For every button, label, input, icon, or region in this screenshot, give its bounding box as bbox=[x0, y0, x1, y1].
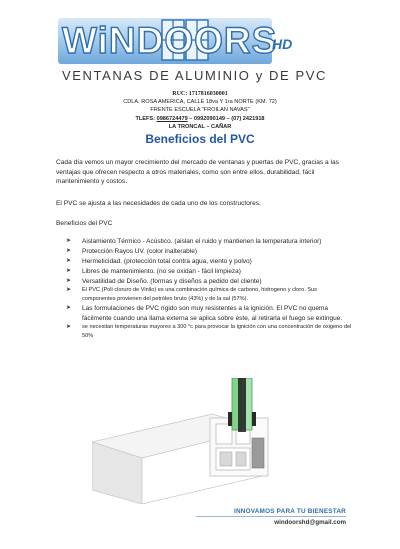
phone-mobile: 0986724479 bbox=[156, 115, 188, 122]
arrow-bullet-icon: ➤ bbox=[66, 238, 72, 244]
arrow-bullet-icon: ➤ bbox=[66, 277, 72, 284]
address-line: CDLA. ROSA AMERICA, CALLE 18va Y 1ra NORTE (KM. 72) bbox=[123, 99, 277, 106]
arrow-bullet-icon: ➤ bbox=[66, 287, 72, 294]
pvc-profile-illustration bbox=[92, 378, 282, 504]
benefits-heading: Beneficios del PVC bbox=[56, 220, 113, 227]
phone-prefix: TLEFS: bbox=[135, 115, 156, 122]
page-title: Beneficios del PVC bbox=[145, 132, 255, 146]
phone-line bbox=[110, 115, 290, 123]
logo-suffix: HD bbox=[272, 36, 293, 52]
footer-slogan: INNOVAMOS PARA TU BIENESTAR bbox=[233, 508, 346, 515]
footer-email: windoorshd@gmail.com bbox=[274, 519, 346, 526]
benefits-list bbox=[62, 237, 352, 341]
list-item bbox=[62, 247, 352, 257]
list-item-text: se necesitan temperaturas mayores a 300 °c para provocar la ignición con una concentración de oxigeno del 50% bbox=[82, 324, 352, 340]
intro-paragraph-2: El PVC se ajusta a las necesidades de cada uno de los constructores. bbox=[56, 200, 261, 207]
list-item bbox=[62, 286, 352, 303]
list-item bbox=[62, 304, 352, 323]
city-line: LA TRONCAL – CAÑAR bbox=[168, 123, 232, 130]
list-item-text: El PVC (Poli cloruro de Vinilo) es una combinación química de carbono, hidrogeno y cloro. Sus componentes provienen del petróleo bruto (43%) y de la sal (57%). bbox=[82, 287, 317, 303]
list-item bbox=[62, 267, 352, 277]
arrow-bullet-icon: ➤ bbox=[66, 324, 72, 331]
list-item-text: Aislamiento Térmico - Acústico. (aislan el ruido y mantienen la temperatura interior) bbox=[82, 238, 322, 245]
contact-block bbox=[110, 90, 290, 131]
list-item-text: Protección Rayos UV. (color inalterable) bbox=[82, 247, 198, 255]
arrow-bullet-icon: ➤ bbox=[66, 267, 72, 274]
footer-divider bbox=[196, 516, 346, 517]
list-item-text: Versatilidad de Diseño. (formas y diseños a pedido del cliente) bbox=[82, 277, 262, 285]
arrow-bullet-icon: ➤ bbox=[66, 257, 72, 264]
list-item bbox=[62, 277, 352, 287]
list-item bbox=[62, 237, 352, 247]
ruc-number: RUC: 1717816030001 bbox=[172, 91, 228, 97]
logo-wordmark: WiNDOORS bbox=[62, 20, 278, 61]
list-item-text: Hermeticidad. (protección total contra agua, viento y polvo) bbox=[82, 257, 252, 265]
logo-tagline: VENTANAS DE ALUMINIO y DE PVC bbox=[62, 68, 328, 83]
list-item bbox=[62, 323, 352, 340]
phone-others: – 0992090149 – (07) 2421918 bbox=[189, 115, 265, 122]
intro-paragraph: Cada día vemos un mayor crecimiento del mercado de ventanas y puertas de PVC, gracias a las ventajas que ofrecen respecto a otros materiales, como son entre ellos, durabilidad, fácil mantenimiento y costos. bbox=[56, 159, 339, 186]
arrow-bullet-icon: ➤ bbox=[66, 247, 72, 254]
arrow-bullet-icon: ➤ bbox=[66, 305, 72, 312]
list-item-text: Las formulaciones de PVC rígido son muy resistentes a la ignición. El PVC no quema fácilmente cuando una llama externa se aplica sobre éste, al retirarla el fuego se extingue. bbox=[82, 305, 343, 322]
list-item-text: Libres de mantenimiento. (no se oxidan - fácil limpieza) bbox=[82, 267, 241, 275]
list-item bbox=[62, 257, 352, 267]
address-reference: FRENTE ESCUELA "FROILAN NAVAS" bbox=[150, 107, 250, 114]
company-logo bbox=[58, 6, 348, 88]
